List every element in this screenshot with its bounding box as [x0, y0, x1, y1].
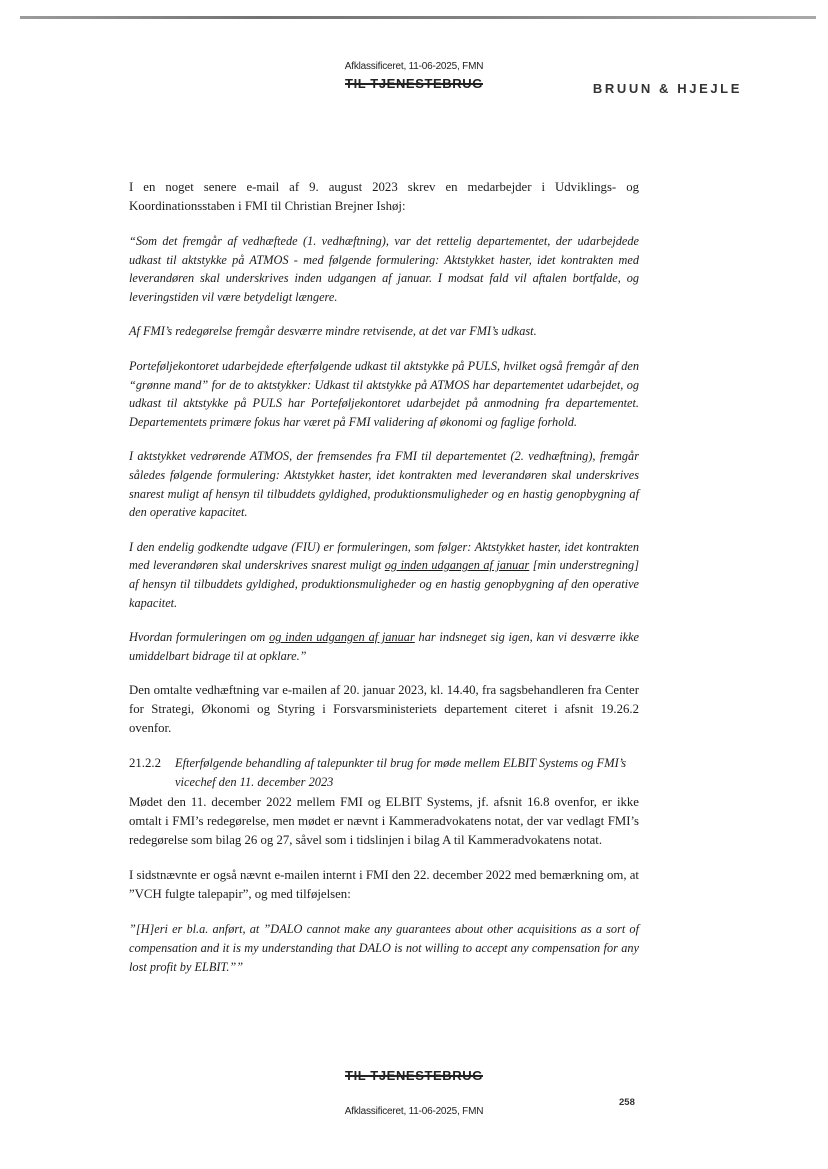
paragraph-intro: I en noget senere e-mail af 9. august 2023 skrev en medarbejder i Udviklings- og Koordinationsstaben i FMI til Christian Brejner Ishøj:: [129, 180, 639, 213]
scan-top-edge-line: [20, 16, 816, 19]
brand-logo: BRUUN & HJEJLE: [592, 81, 742, 96]
quote-paragraph-1: “Som det fremgår af vedhæftede (1. vedhæftning), var det rettelig departementet, der udarbejdede udkast til aktstykke på ATMOS - med følgende formulering: Aktstykket haster, idet kontrakten med leverandøren skal underskrives inden udgangen af januar. I modsat fald vil aftalen bortfalde, og leveringstiden vil være betydeligt længere.: [129, 234, 639, 304]
quote-paragraph-5: [129, 538, 639, 612]
quote-5-text-a: I den endelig godkendte udgave (FIU) er formuleringen, som følger: Aktstykket haster, idet kontrakten med leverandøren skal underskrives snarest muligt: [129, 539, 639, 573]
declassification-stamp-bottom: Afklassificeret, 11-06-2025, FMN: [344, 1106, 484, 1117]
paragraph-attachment: Den omtalte vedhæftning var e-mailen af 20. januar 2023, kl. 14.40, fra sagsbehandleren fra Center for Strategi, Økonomi og Styring i Forsvarsministeriets departement citeret i afsnit 19.26.2 ovenfor.: [129, 683, 639, 736]
quote-paragraph-7: ”[H]eri er bl.a. anført, at ”DALO cannot make any guarantees about other acquisitions as a sort of compensation and it is my understanding that DALO is not willing to accept any compensation for any lost profit by ELBIT.””: [129, 922, 639, 974]
paragraph-email: I sidstnævnte er også nævnt e-mailen internt i FMI den 22. december 2022 med bemærkning om, at ”VCH fulgte talepapir”, og med tilføjelsen:: [129, 868, 639, 902]
quote-6-text-b: har indsneget sig igen, kan vi desværre ikke umiddelbart bidrage til at opklare.”: [129, 630, 640, 663]
section-heading: [129, 754, 639, 791]
quote-6-underlined: og inden udgangen af januar: [269, 630, 415, 645]
quote-5-underlined: og inden udgangen af januar: [384, 558, 530, 573]
quote-5-text-b: [min understregning] af hensyn til tilbuddets gyldighed, produktionsmuligheder og en hastig genopbygning af den operative kapacitet.: [129, 558, 639, 610]
quote-paragraph-4: I aktstykket vedrørende ATMOS, der fremsendes fra FMI til departementet (2. vedhæftning), fremgår således følgende formulering: Aktstykket haster, idet kontrakten med leverandøren skal underskrives snarest muligt af hensyn til tilbuddets gyldighed, produktionsmuligheder og en hastig genopbygning af den operative kapacitet.: [129, 449, 639, 520]
section-title: Efterfølgende behandling af talepunkter til brug for møde mellem ELBIT Systems og FMI’s vicechef den 11. december 2023: [175, 756, 627, 789]
restriction-label-top: TIL TJENESTEBRUG: [345, 76, 483, 91]
restriction-label-bottom: TIL TJENESTEBRUG: [345, 1068, 483, 1083]
quote-6-text-a: Hvordan formuleringen om: [129, 630, 270, 645]
page-number: 258: [619, 1097, 635, 1108]
document-body: [129, 178, 639, 992]
paragraph-meeting: Mødet den 11. december 2022 mellem FMI og ELBIT Systems, jf. afsnit 16.8 ovenfor, er ikke omtalt i FMI’s redegørelse, men mødet er nævnt i Kammeradvokatens notat, der var vedlagt FMI’s redegørelse som bilag 26 og 27, såvel som i tidslinjen i bilag A til Kammeradvokatens notat.: [129, 795, 639, 848]
declassification-stamp-top: Afklassificeret, 11-06-2025, FMN: [344, 61, 484, 72]
quote-paragraph-6: [129, 628, 639, 665]
quote-paragraph-3: Porteføljekontoret udarbejdede efterfølgende udkast til aktstykke på PULS, hvilket også fremgår af den “grønne mand” for de to aktstykker: Udkast til aktstykke på ATMOS har departementet udarbejdet, og udkast til aktstykke på PULS har Porteføljekontoret udarbejdet på anmodning fra departementet. Departementets primære fokus har været på FMI validering af økonomi og faglige forhold.: [129, 358, 639, 429]
section-number: 21.2.2: [129, 756, 161, 771]
quote-paragraph-2: Af FMI’s redegørelse fremgår desværre mindre retvisende, at det var FMI’s udkast.: [129, 324, 537, 339]
